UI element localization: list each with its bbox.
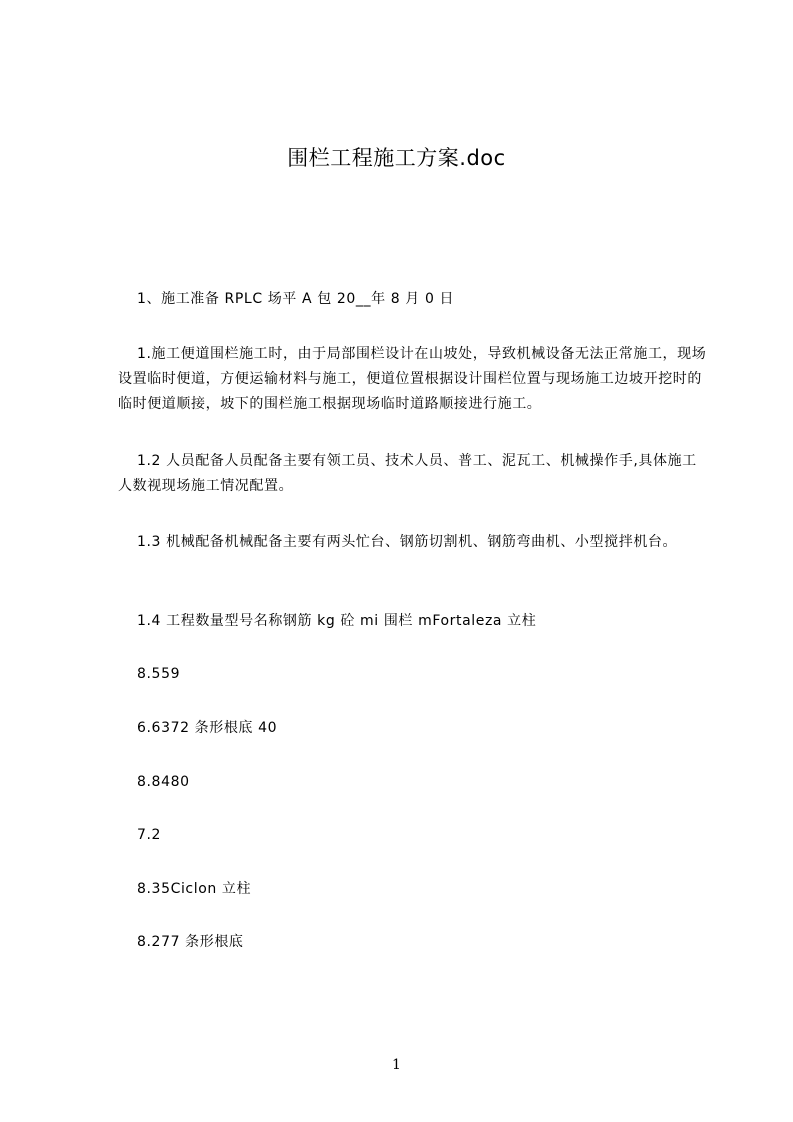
section-heading: 1、施工准备 RPLC 场平 A 包 20__年 8 月 0 日	[137, 291, 455, 307]
paragraph-personnel: 1.2 人员配备人员配备主要有领工员、技术人员、普工、泥瓦工、机械操作手,具体施工人数视现场施工情况配置。	[118, 453, 697, 494]
quantity-line: 8.8480	[137, 774, 190, 790]
quantity-line: 6.6372 条形根底 40	[137, 720, 278, 736]
quantity-line: 8.559	[137, 666, 181, 682]
quantity-line: 1.4 工程数量型号名称钢筋 kg 砼 mi 围栏 mFortaleza 立柱	[137, 613, 537, 629]
quantity-line: 8.35Ciclon 立柱	[137, 881, 252, 897]
page-number: 1	[392, 1057, 401, 1073]
paragraph-construction-road: 1.施工便道围栏施工时，由于局部围栏设计在山坡处，导致机械设备无法正常施工，现场设置临时便道，方便运输材料与施工，便道位置根据设计围栏位置与现场施工边坡开挖时的临时便道顺接，坡下的围栏施工根据现场临时道路顺接进行施工。	[118, 346, 707, 412]
quantity-line: 7.2	[137, 827, 162, 843]
document-title: 围栏工程施工方案.doc	[287, 146, 506, 170]
paragraph-machinery: 1.3 机械配备机械配备主要有两头忙台、钢筋切割机、钢筋弯曲机、小型搅拌机台。	[137, 534, 678, 550]
quantity-line: 8.277 条形根底	[137, 934, 244, 950]
